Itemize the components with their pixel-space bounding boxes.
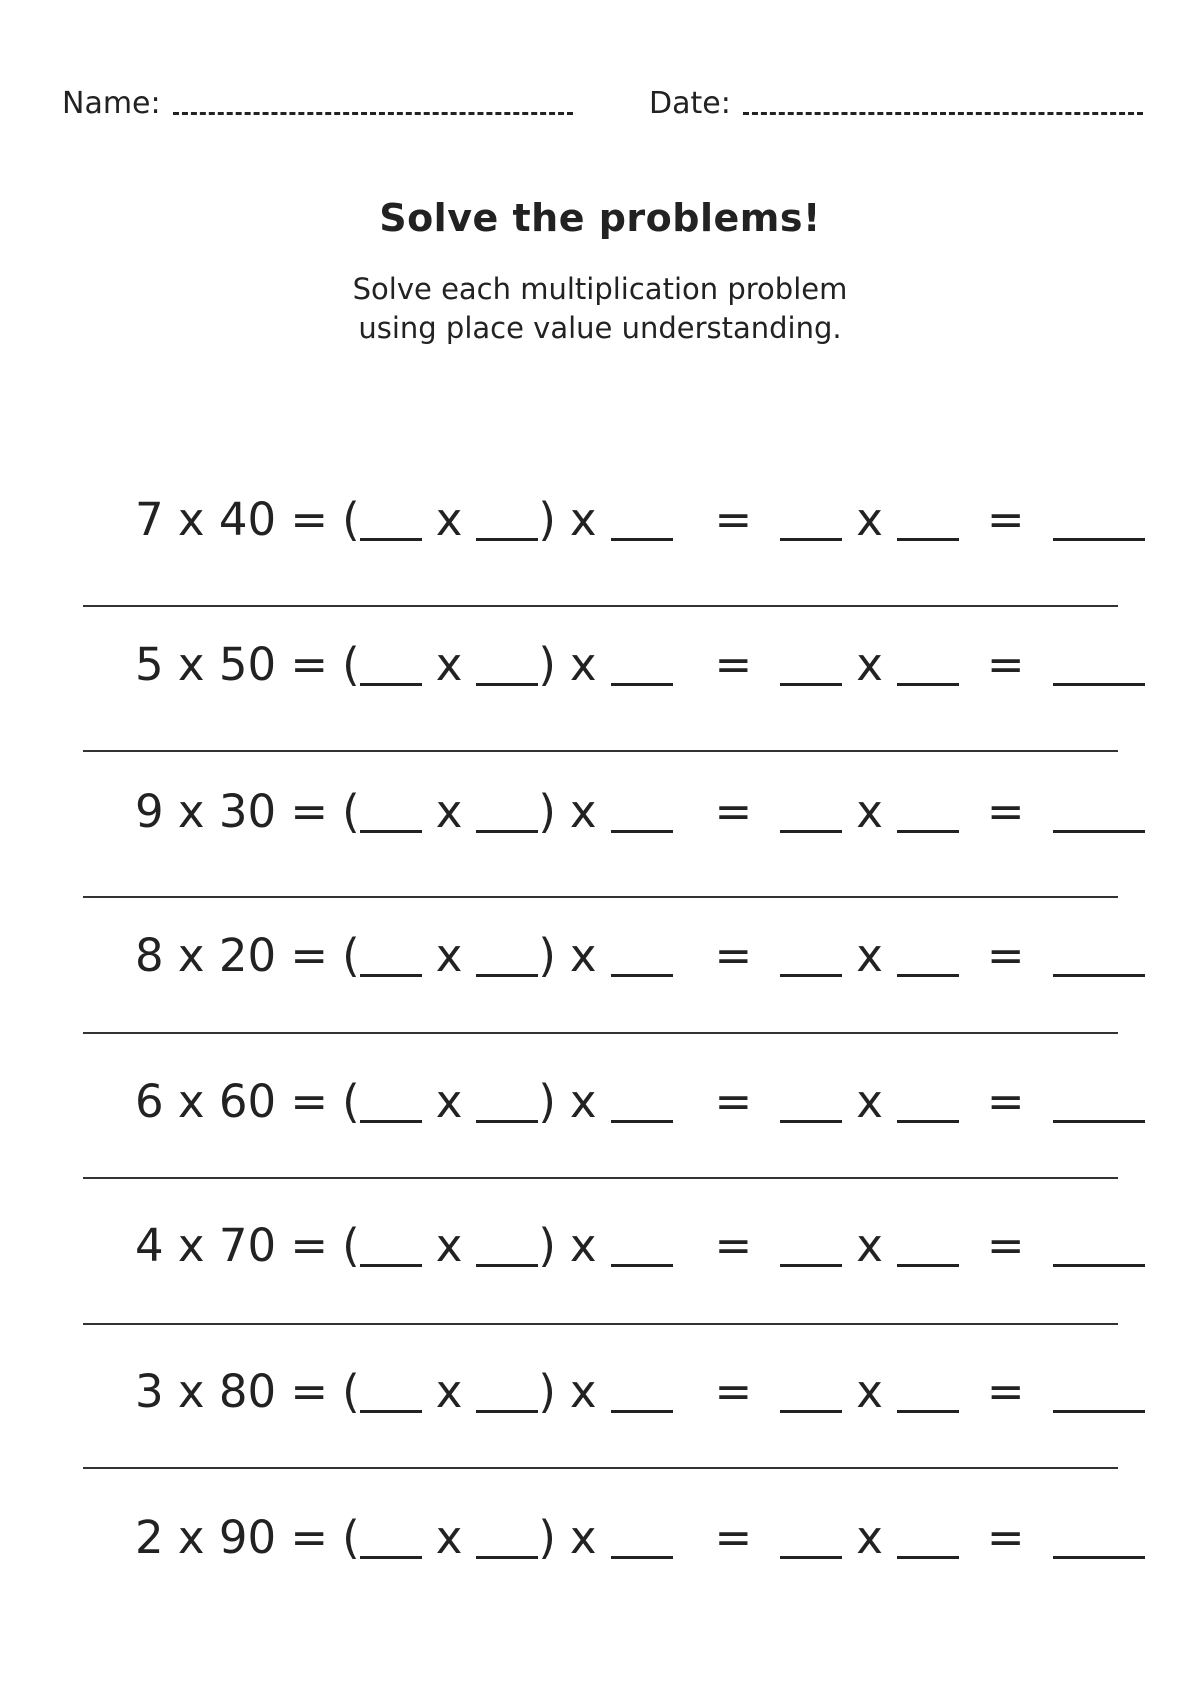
answer-blank[interactable] xyxy=(611,1220,673,1267)
close-paren: ) xyxy=(538,1365,556,1418)
problem-row xyxy=(0,480,1200,560)
row-divider xyxy=(83,1032,1118,1034)
name-field[interactable] xyxy=(62,82,573,124)
row-divider xyxy=(83,750,1118,752)
problem-row xyxy=(0,1206,1200,1286)
answer-blank[interactable] xyxy=(360,1366,422,1413)
times-sign: x xyxy=(856,1219,883,1272)
final-answer-blank[interactable] xyxy=(1053,639,1145,686)
equals-sign: = xyxy=(714,1075,753,1128)
row-divider xyxy=(83,605,1118,607)
equals-sign: = xyxy=(714,1365,753,1418)
answer-blank[interactable] xyxy=(360,1076,422,1123)
times-sign: x xyxy=(435,929,463,982)
answer-blank[interactable] xyxy=(360,639,422,686)
close-paren: ) xyxy=(538,1075,556,1128)
problem-row xyxy=(0,772,1200,852)
equals-sign: = xyxy=(986,1219,1025,1272)
row-divider xyxy=(83,1177,1118,1179)
times-sign: x xyxy=(856,493,883,546)
close-paren: ) xyxy=(538,785,556,838)
close-paren: ) xyxy=(538,929,556,982)
equals-sign: = xyxy=(986,493,1025,546)
answer-blank[interactable] xyxy=(897,1366,959,1413)
answer-blank[interactable] xyxy=(897,639,959,686)
answer-blank[interactable] xyxy=(611,786,673,833)
row-divider xyxy=(83,1467,1118,1469)
times-sign: x xyxy=(435,1219,463,1272)
instruction-line-1: Solve each multiplication problem xyxy=(352,272,848,306)
final-answer-blank[interactable] xyxy=(1053,930,1145,977)
problem-row xyxy=(0,916,1200,996)
times-sign: x xyxy=(569,785,597,838)
final-answer-blank[interactable] xyxy=(1053,1076,1145,1123)
equals-sign: = xyxy=(986,1511,1025,1564)
equals-sign: = xyxy=(714,493,753,546)
answer-blank[interactable] xyxy=(476,1076,538,1123)
answer-blank[interactable] xyxy=(897,494,959,541)
problem-equation xyxy=(135,1364,1145,1420)
final-answer-blank[interactable] xyxy=(1053,1220,1145,1267)
answer-blank[interactable] xyxy=(780,786,842,833)
equals-sign: = xyxy=(986,1365,1025,1418)
final-answer-blank[interactable] xyxy=(1053,1366,1145,1413)
times-sign: x xyxy=(569,1365,597,1418)
times-sign: x xyxy=(435,1365,463,1418)
equals-sign: = xyxy=(714,1219,753,1272)
equals-sign: = xyxy=(986,929,1025,982)
equals-sign: = xyxy=(986,785,1025,838)
close-paren: ) xyxy=(538,1511,556,1564)
equals-sign: = xyxy=(714,785,753,838)
times-sign: x xyxy=(435,638,463,691)
name-label: Name: xyxy=(62,86,161,121)
open-paren: ( xyxy=(342,638,360,691)
open-paren: ( xyxy=(342,1365,360,1418)
answer-blank[interactable] xyxy=(611,639,673,686)
open-paren: ( xyxy=(342,1511,360,1564)
times-sign: x xyxy=(569,1075,597,1128)
answer-blank[interactable] xyxy=(897,930,959,977)
answer-blank[interactable] xyxy=(780,1512,842,1559)
problem-equation xyxy=(135,1218,1145,1274)
date-field[interactable] xyxy=(649,82,1143,124)
problem-row xyxy=(0,1498,1200,1578)
times-sign: x xyxy=(569,929,597,982)
final-answer-blank[interactable] xyxy=(1053,786,1145,833)
problem-equation xyxy=(135,492,1145,548)
final-answer-blank[interactable] xyxy=(1053,1512,1145,1559)
date-blank-line[interactable] xyxy=(743,82,1143,115)
answer-blank[interactable] xyxy=(611,1512,673,1559)
times-sign: x xyxy=(856,785,883,838)
answer-blank[interactable] xyxy=(780,930,842,977)
times-sign: x xyxy=(856,638,883,691)
open-paren: ( xyxy=(342,1075,360,1128)
problem-row xyxy=(0,1062,1200,1142)
problem-equation xyxy=(135,1510,1145,1566)
instructions xyxy=(0,270,1200,348)
answer-blank[interactable] xyxy=(476,1220,538,1267)
times-sign: x xyxy=(569,1219,597,1272)
open-paren: ( xyxy=(342,493,360,546)
equals-sign: = xyxy=(714,929,753,982)
problem-expression: 7 x 40 = xyxy=(135,493,329,546)
answer-blank[interactable] xyxy=(897,1076,959,1123)
equals-sign: = xyxy=(714,638,753,691)
problem-equation xyxy=(135,637,1145,693)
times-sign: x xyxy=(435,785,463,838)
close-paren: ) xyxy=(538,493,556,546)
times-sign: x xyxy=(435,1075,463,1128)
close-paren: ) xyxy=(538,1219,556,1272)
problem-expression: 9 x 30 = xyxy=(135,785,329,838)
answer-blank[interactable] xyxy=(360,786,422,833)
worksheet-title: Solve the problems! xyxy=(379,196,821,240)
answer-blank[interactable] xyxy=(780,494,842,541)
answer-blank[interactable] xyxy=(897,786,959,833)
row-divider xyxy=(83,1323,1118,1325)
problem-expression: 2 x 90 = xyxy=(135,1511,329,1564)
answer-blank[interactable] xyxy=(780,1366,842,1413)
answer-blank[interactable] xyxy=(897,1220,959,1267)
times-sign: x xyxy=(569,493,597,546)
answer-blank[interactable] xyxy=(360,930,422,977)
answer-blank[interactable] xyxy=(476,494,538,541)
problem-row xyxy=(0,1352,1200,1432)
times-sign: x xyxy=(569,1511,597,1564)
row-divider xyxy=(83,896,1118,898)
times-sign: x xyxy=(856,1365,883,1418)
answer-blank[interactable] xyxy=(476,639,538,686)
answer-blank[interactable] xyxy=(476,1512,538,1559)
problem-equation xyxy=(135,928,1145,984)
answer-blank[interactable] xyxy=(476,930,538,977)
instruction-line-2: using place value understanding. xyxy=(358,311,842,345)
times-sign: x xyxy=(856,929,883,982)
problem-expression: 5 x 50 = xyxy=(135,638,329,691)
answer-blank[interactable] xyxy=(780,1076,842,1123)
answer-blank[interactable] xyxy=(611,1366,673,1413)
close-paren: ) xyxy=(538,638,556,691)
open-paren: ( xyxy=(342,1219,360,1272)
name-blank-line[interactable] xyxy=(173,82,573,115)
answer-blank[interactable] xyxy=(780,639,842,686)
open-paren: ( xyxy=(342,929,360,982)
equals-sign: = xyxy=(986,638,1025,691)
problem-equation xyxy=(135,1074,1145,1130)
answer-blank[interactable] xyxy=(360,494,422,541)
times-sign: x xyxy=(856,1511,883,1564)
answer-blank[interactable] xyxy=(360,1512,422,1559)
answer-blank[interactable] xyxy=(360,1220,422,1267)
times-sign: x xyxy=(435,1511,463,1564)
answer-blank[interactable] xyxy=(611,930,673,977)
times-sign: x xyxy=(856,1075,883,1128)
problem-expression: 8 x 20 = xyxy=(135,929,329,982)
problem-expression: 4 x 70 = xyxy=(135,1219,329,1272)
problem-equation xyxy=(135,784,1145,840)
equals-sign: = xyxy=(986,1075,1025,1128)
problem-expression: 3 x 80 = xyxy=(135,1365,329,1418)
answer-blank[interactable] xyxy=(476,1366,538,1413)
times-sign: x xyxy=(435,493,463,546)
answer-blank[interactable] xyxy=(611,1076,673,1123)
date-label: Date: xyxy=(649,86,731,121)
answer-blank[interactable] xyxy=(476,786,538,833)
equals-sign: = xyxy=(714,1511,753,1564)
final-answer-blank[interactable] xyxy=(1053,494,1145,541)
answer-blank[interactable] xyxy=(780,1220,842,1267)
answer-blank[interactable] xyxy=(611,494,673,541)
answer-blank[interactable] xyxy=(897,1512,959,1559)
times-sign: x xyxy=(569,638,597,691)
problem-row xyxy=(0,625,1200,705)
problem-expression: 6 x 60 = xyxy=(135,1075,329,1128)
open-paren: ( xyxy=(342,785,360,838)
